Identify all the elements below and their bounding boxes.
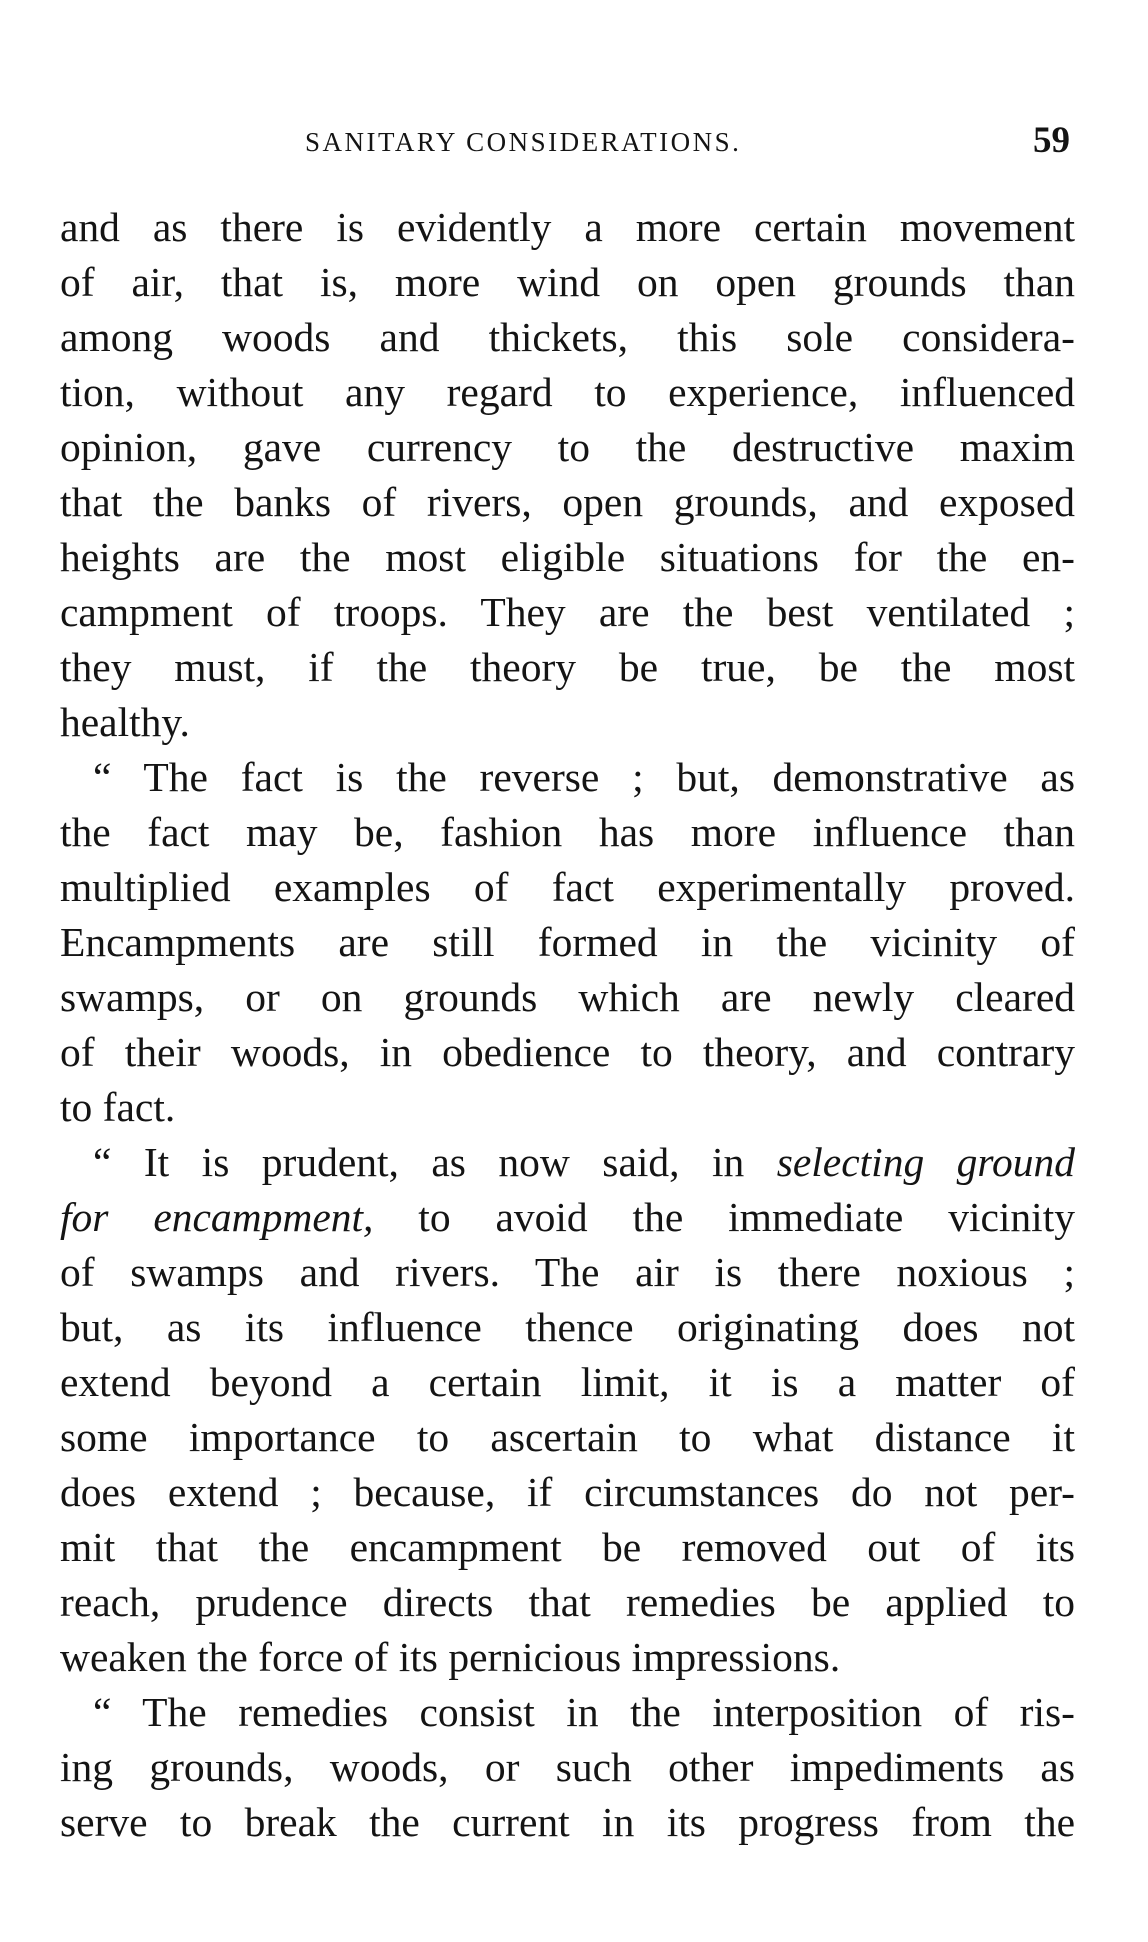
text-line: weaken the force of its pernicious impressions. xyxy=(60,1634,841,1680)
paragraph xyxy=(60,1135,1075,1685)
text-line: reach, prudence directs that remedies be applied to xyxy=(60,1579,1075,1625)
italic-phrase: for encampment, xyxy=(60,1194,374,1240)
text-line: the fact may be, fashion has more influence than xyxy=(60,809,1075,855)
text-line: “ The remedies consist in the interposition of ris- xyxy=(93,1689,1075,1735)
text-line: swamps, or on grounds which are newly cleared xyxy=(60,974,1075,1020)
text-line: of swamps and rivers. The air is there noxious ; xyxy=(60,1249,1075,1295)
text-line: to fact. xyxy=(60,1084,176,1130)
text-line: extend beyond a certain limit, it is a matter of xyxy=(60,1359,1075,1405)
paragraph xyxy=(60,1685,1075,1850)
running-title: SANITARY CONSIDERATIONS. xyxy=(305,127,742,157)
page-number: 59 xyxy=(1033,120,1070,161)
text-span: “ It is prudent, as now said, in xyxy=(93,1139,777,1185)
paragraph xyxy=(60,750,1075,1135)
running-head xyxy=(60,122,1070,162)
text-line: they must, if the theory be true, be the most xyxy=(60,644,1075,690)
text-line: heights are the most eligible situations for the en- xyxy=(60,534,1075,580)
text-line: of their woods, in obedience to theory, and contrary xyxy=(60,1029,1075,1075)
text-line: some importance to ascertain to what distance it xyxy=(60,1414,1075,1460)
text-line: opinion, gave currency to the destructive maxim xyxy=(60,424,1075,470)
text-span: to avoid the immediate vicinity xyxy=(373,1194,1075,1240)
text-line xyxy=(60,1135,1075,1190)
text-line xyxy=(60,1190,1075,1245)
text-line: healthy. xyxy=(60,699,190,745)
text-line: campment of troops. They are the best ventilated ; xyxy=(60,589,1075,635)
text-line: serve to break the current in its progress from the xyxy=(60,1799,1075,1845)
text-line: “ The fact is the reverse ; but, demonstrative as xyxy=(93,754,1075,800)
body-text xyxy=(60,200,1075,1850)
text-line: but, as its influence thence originating does not xyxy=(60,1304,1075,1350)
text-line: multiplied examples of fact experimentally proved. xyxy=(60,864,1075,910)
paragraph xyxy=(60,200,1075,750)
text-line: Encampments are still formed in the vicinity of xyxy=(60,919,1075,965)
text-line: among woods and thickets, this sole considera- xyxy=(60,314,1075,360)
text-line: of air, that is, more wind on open grounds than xyxy=(60,259,1075,305)
italic-phrase: selecting ground xyxy=(776,1139,1075,1185)
text-line: ing grounds, woods, or such other impediments as xyxy=(60,1744,1075,1790)
text-line: does extend ; because, if circumstances do not per- xyxy=(60,1469,1075,1515)
text-line: tion, without any regard to experience, influenced xyxy=(60,369,1075,415)
text-line: and as there is evidently a more certain movement xyxy=(60,204,1075,250)
text-line: mit that the encampment be removed out of its xyxy=(60,1524,1075,1570)
text-line: that the banks of rivers, open grounds, and exposed xyxy=(60,479,1075,525)
